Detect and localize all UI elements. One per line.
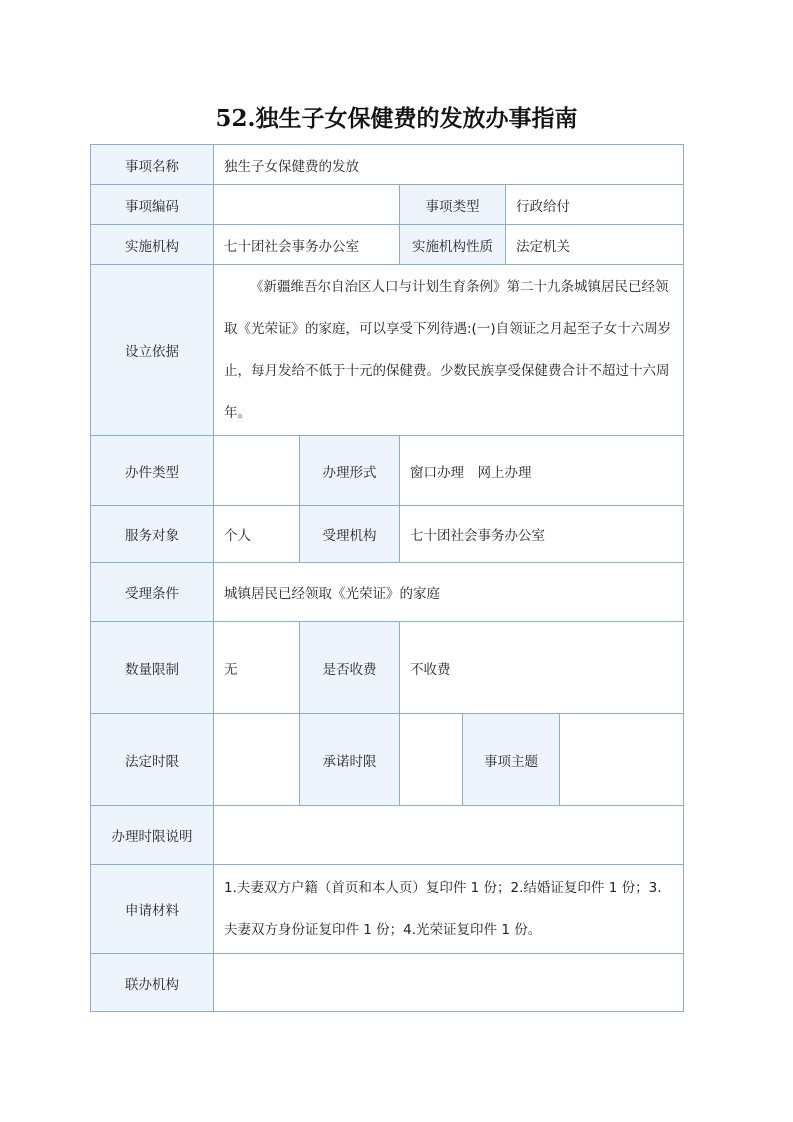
handling-form-label: 办理形式 <box>300 436 400 506</box>
promised-time-limit-value <box>400 714 463 806</box>
joint-org-label: 联办机构 <box>91 954 214 1012</box>
item-type-label: 事项类型 <box>400 185 506 225</box>
materials-label: 申请材料 <box>91 865 214 954</box>
row-item-code <box>91 185 684 225</box>
impl-org-label: 实施机构 <box>91 225 214 265</box>
item-name-label: 事项名称 <box>91 145 214 185</box>
row-time-limit-note <box>91 806 684 865</box>
accepting-org-value: 七十团社会事务办公室 <box>400 506 684 563</box>
fee-charged-label: 是否收费 <box>300 622 400 714</box>
materials-value: 1.夫妻双方户籍（首页和本人页）复印件 1 份；2.结婚证复印件 1 份；3.夫妻双方身份证复印件 1 份；4.光荣证复印件 1 份。 <box>214 865 684 954</box>
row-materials <box>91 865 684 954</box>
page-title: 52.独生子女保健费的发放办事指南 <box>215 105 578 132</box>
service-target-label: 服务对象 <box>91 506 214 563</box>
promised-time-limit-label: 承诺时限 <box>300 714 400 806</box>
impl-org-nature-label: 实施机构性质 <box>400 225 506 265</box>
handling-form-value: 窗口办理 网上办理 <box>400 436 684 506</box>
accepting-org-label: 受理机构 <box>300 506 400 563</box>
accept-conditions-label: 受理条件 <box>91 563 214 622</box>
time-limit-note-label: 办理时限说明 <box>91 806 214 865</box>
item-name-value: 独生子女保健费的发放 <box>214 145 684 185</box>
impl-org-value: 七十团社会事务办公室 <box>214 225 400 265</box>
row-accept-conditions <box>91 563 684 622</box>
guide-table <box>90 144 684 1012</box>
item-code-label: 事项编码 <box>91 185 214 225</box>
row-case-type <box>91 436 684 506</box>
row-impl-org <box>91 225 684 265</box>
legal-basis-value: 《新疆维吾尔自治区人口与计划生育条例》第二十九条城镇居民已经领取《光荣证》的家庭，可以享受下列待遇:(一)自领证之月起至子女十六周岁止，每月发给不低于十元的保健费。少数民族享受保健费合计不超过十六周年。 <box>214 265 684 436</box>
item-theme-label: 事项主题 <box>463 714 560 806</box>
time-limit-note-value <box>214 806 684 865</box>
case-type-label: 办件类型 <box>91 436 214 506</box>
quantity-limit-value: 无 <box>214 622 300 714</box>
row-joint-org <box>91 954 684 1012</box>
legal-time-limit-value <box>214 714 300 806</box>
item-code-value <box>214 185 400 225</box>
quantity-limit-label: 数量限制 <box>91 622 214 714</box>
impl-org-nature-value: 法定机关 <box>506 225 684 265</box>
joint-org-value <box>214 954 684 1012</box>
row-quantity-limit <box>91 622 684 714</box>
legal-time-limit-label: 法定时限 <box>91 714 214 806</box>
item-type-value: 行政给付 <box>506 185 684 225</box>
row-service-target <box>91 506 684 563</box>
row-item-name <box>91 145 684 185</box>
row-legal-basis <box>91 265 684 436</box>
item-theme-value <box>560 714 684 806</box>
row-time-limits <box>91 714 684 806</box>
accept-conditions-value: 城镇居民已经领取《光荣证》的家庭 <box>214 563 684 622</box>
case-type-value <box>214 436 300 506</box>
fee-charged-value: 不收费 <box>400 622 684 714</box>
legal-basis-label: 设立依据 <box>91 265 214 436</box>
service-target-value: 个人 <box>214 506 300 563</box>
